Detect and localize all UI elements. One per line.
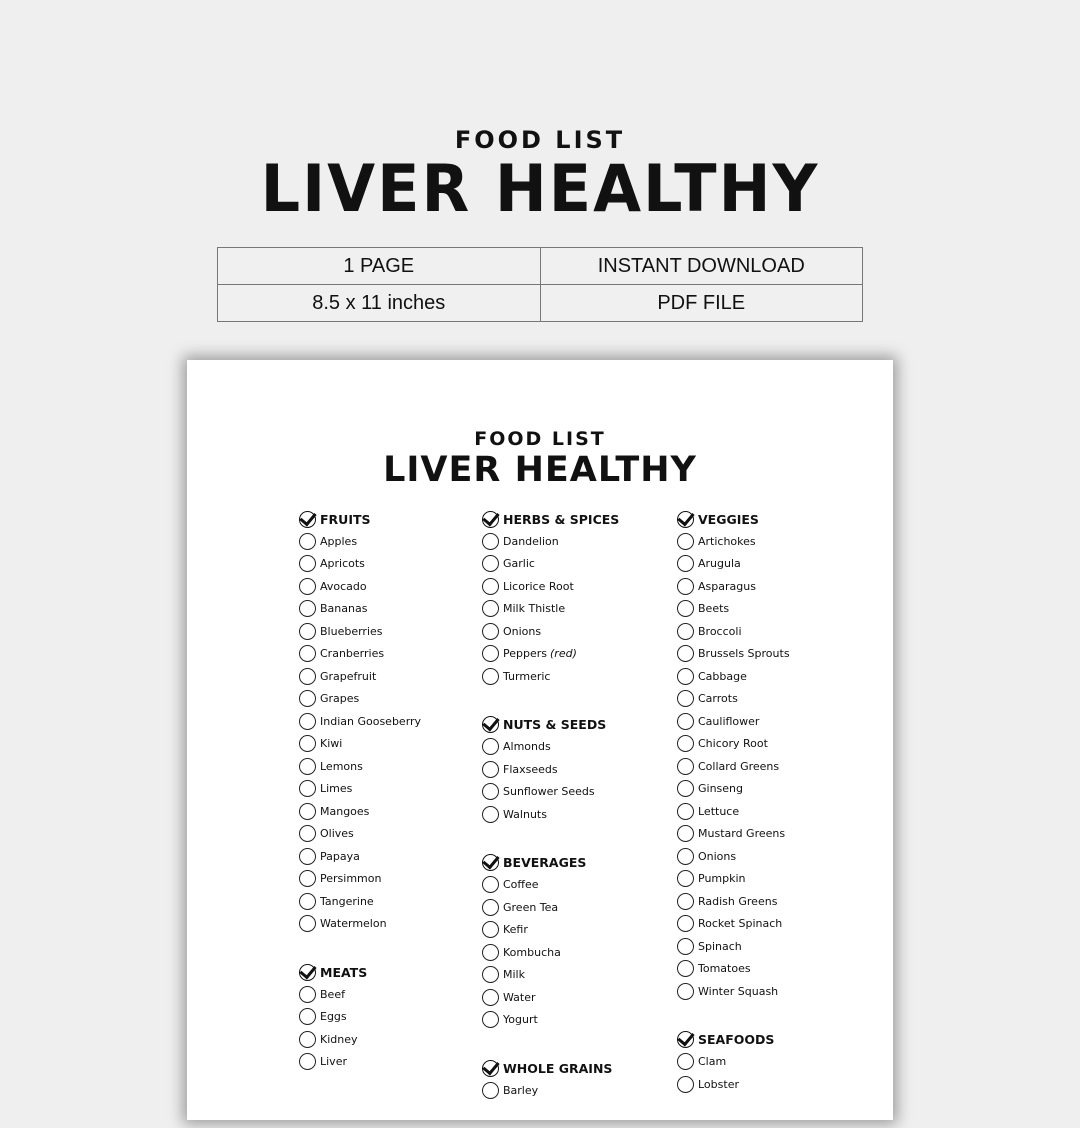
item-label: Walnuts	[503, 807, 547, 821]
item-label: Kiwi	[320, 737, 343, 751]
category-label: SEAFOODS	[698, 1032, 775, 1047]
list-item[interactable]	[482, 643, 682, 666]
item-label: Licorice Root	[503, 579, 574, 593]
list-item[interactable]	[677, 733, 877, 756]
checkbox-circle-icon[interactable]	[299, 735, 316, 752]
checkbox-circle-icon[interactable]	[482, 668, 499, 685]
checkbox-circle-icon[interactable]	[299, 1008, 316, 1025]
item-label: Cabbage	[698, 669, 747, 683]
checkbox-circle-icon[interactable]	[482, 761, 499, 778]
list-item[interactable]	[482, 803, 682, 826]
checkbox-circle-icon[interactable]	[299, 645, 316, 662]
item-label: Clam	[698, 1055, 727, 1069]
checkbox-circle-icon[interactable]	[677, 803, 694, 820]
sheet-subtitle: FOOD LIST	[474, 428, 606, 450]
category-label: WHOLE GRAINS	[503, 1060, 613, 1076]
category-heading	[299, 508, 499, 530]
item-label: Eggs	[320, 1010, 347, 1024]
list-item[interactable]	[677, 845, 877, 868]
checkbox-circle-icon[interactable]	[677, 1053, 694, 1070]
checkbox-circle-icon[interactable]	[677, 758, 694, 775]
checkbox-circle-icon[interactable]	[482, 783, 499, 800]
item-label: Cranberries	[320, 647, 385, 661]
list-item[interactable]	[299, 868, 499, 891]
sheet-title: LIVER HEALTHY	[383, 450, 697, 490]
list-item[interactable]	[677, 800, 877, 823]
checkbox-circle-icon[interactable]	[677, 1076, 694, 1093]
checkmark-icon	[482, 511, 499, 528]
list-item[interactable]	[482, 530, 682, 553]
info-format: PDF FILE	[540, 285, 863, 322]
item-label: Indian Gooseberry	[320, 714, 422, 728]
checkbox-circle-icon[interactable]	[482, 645, 499, 662]
item-label: Persimmon	[320, 872, 382, 886]
checkbox-circle-icon[interactable]	[482, 966, 499, 983]
list-item[interactable]	[677, 980, 877, 1003]
category-label: NUTS & SEEDS	[503, 717, 607, 732]
item-label: Radish Greens	[698, 894, 778, 908]
info-row	[218, 285, 863, 322]
list-item[interactable]	[482, 964, 682, 987]
item-label: Rocket Spinach	[698, 917, 783, 931]
item-label: Beets	[698, 602, 730, 616]
checkbox-circle-icon[interactable]	[677, 825, 694, 842]
list-item[interactable]	[677, 778, 877, 801]
checkbox-circle-icon[interactable]	[299, 915, 316, 932]
list-item[interactable]	[299, 620, 499, 643]
item-label: Arugula	[698, 557, 741, 571]
item-label: Blueberries	[320, 624, 383, 638]
item-label: Artichokes	[698, 534, 756, 548]
item-label: Kidney	[320, 1032, 358, 1046]
category-section	[299, 508, 499, 935]
checkbox-circle-icon[interactable]	[299, 1031, 316, 1048]
checkmark-icon	[482, 1060, 499, 1077]
item-label: Kefir	[503, 923, 528, 937]
list-item[interactable]	[299, 598, 499, 621]
checkbox-circle-icon[interactable]	[299, 780, 316, 797]
item-label: Brussels Sprouts	[698, 647, 790, 661]
checkbox-circle-icon[interactable]	[677, 938, 694, 955]
checkbox-circle-icon[interactable]	[482, 623, 499, 640]
column-1	[299, 508, 499, 1099]
info-pages: 1 PAGE	[218, 248, 541, 285]
item-label: Garlic	[503, 557, 535, 571]
info-row	[218, 248, 863, 285]
list-item[interactable]	[677, 598, 877, 621]
list-item[interactable]	[677, 890, 877, 913]
checkbox-circle-icon[interactable]	[299, 668, 316, 685]
item-label: Kombucha	[503, 945, 561, 959]
item-label: Lobster	[698, 1077, 739, 1091]
item-label: Broccoli	[698, 624, 742, 638]
item-label: Milk Thistle	[503, 602, 566, 616]
item-label: Bananas	[320, 602, 368, 616]
list-item[interactable]	[299, 665, 499, 688]
category-label: VEGGIES	[698, 511, 759, 527]
item-label: Olives	[320, 827, 354, 841]
category-label: MEATS	[320, 964, 368, 980]
list-item[interactable]	[482, 598, 682, 621]
header-subtitle: FOOD LIST	[454, 126, 626, 154]
item-label: Apples	[320, 534, 358, 548]
item-label: Yogurt	[503, 1013, 538, 1027]
checkbox-circle-icon[interactable]	[299, 893, 316, 910]
item-label: Collard Greens	[698, 759, 780, 773]
checkbox-circle-icon[interactable]	[482, 921, 499, 938]
list-item[interactable]	[482, 1009, 682, 1032]
checkbox-circle-icon[interactable]	[677, 915, 694, 932]
category-section	[482, 508, 682, 688]
category-section	[677, 1029, 877, 1096]
item-label: Ginseng	[698, 782, 744, 796]
item-label: Avocado	[320, 579, 367, 593]
category-heading	[482, 852, 682, 874]
checkbox-circle-icon[interactable]	[299, 690, 316, 707]
list-item[interactable]	[482, 575, 682, 598]
checkbox-circle-icon[interactable]	[299, 848, 316, 865]
list-item[interactable]	[482, 874, 682, 897]
list-item[interactable]	[677, 913, 877, 936]
item-label: Grapes	[320, 692, 360, 706]
list-item[interactable]	[677, 575, 877, 598]
checkbox-circle-icon[interactable]	[482, 1011, 499, 1028]
checkbox-circle-icon[interactable]	[677, 668, 694, 685]
checkbox-circle-icon[interactable]	[482, 600, 499, 617]
category-heading	[482, 714, 682, 736]
checkbox-circle-icon[interactable]	[299, 578, 316, 595]
item-label: Lettuce	[698, 804, 740, 818]
checkbox-circle-icon[interactable]	[677, 983, 694, 1000]
item-label: Pumpkin	[698, 872, 746, 886]
list-item[interactable]	[677, 755, 877, 778]
item-label: Green Tea	[503, 900, 559, 914]
category-section	[299, 961, 499, 1073]
item-label: Flaxseeds	[503, 762, 558, 776]
item-label: Coffee	[503, 878, 539, 892]
checkbox-circle-icon[interactable]	[299, 600, 316, 617]
checkbox-circle-icon[interactable]	[299, 825, 316, 842]
list-item[interactable]	[482, 553, 682, 576]
item-label: Limes	[320, 782, 353, 796]
category-section	[482, 714, 682, 826]
checkmark-icon	[299, 964, 316, 981]
checkbox-circle-icon[interactable]	[299, 986, 316, 1003]
item-label: Winter Squash	[698, 984, 779, 998]
list-item[interactable]	[299, 823, 499, 846]
info-size: 8.5 x 11 inches	[218, 285, 541, 322]
checkbox-circle-icon[interactable]	[677, 870, 694, 887]
checkbox-circle-icon[interactable]	[677, 713, 694, 730]
list-item[interactable]	[677, 620, 877, 643]
header-title: LIVER HEALTHY	[260, 150, 820, 227]
checkbox-circle-icon[interactable]	[677, 578, 694, 595]
list-item[interactable]	[677, 935, 877, 958]
item-note: (red)	[550, 647, 577, 661]
checkbox-circle-icon[interactable]	[299, 1053, 316, 1070]
category-section	[677, 508, 877, 1003]
item-label: Apricots	[320, 557, 365, 571]
checkbox-circle-icon[interactable]	[299, 623, 316, 640]
list-item[interactable]	[299, 755, 499, 778]
checkbox-circle-icon[interactable]	[677, 600, 694, 617]
checkbox-circle-icon[interactable]	[299, 533, 316, 550]
list-item[interactable]	[299, 890, 499, 913]
item-label: Papaya	[320, 849, 360, 863]
checkbox-circle-icon[interactable]	[677, 623, 694, 640]
checkmark-icon	[482, 854, 499, 871]
checkmark-icon	[677, 1031, 694, 1048]
item-label: Almonds	[503, 740, 551, 754]
list-item[interactable]	[299, 778, 499, 801]
item-label: Water	[503, 990, 536, 1004]
checkbox-circle-icon[interactable]	[299, 758, 316, 775]
list-item[interactable]	[482, 941, 682, 964]
list-item[interactable]	[299, 913, 499, 936]
checkbox-circle-icon[interactable]	[482, 989, 499, 1006]
checkbox-circle-icon[interactable]	[482, 944, 499, 961]
checkmark-icon	[482, 716, 499, 733]
list-item[interactable]	[482, 1079, 682, 1102]
list-item[interactable]	[677, 643, 877, 666]
checkbox-circle-icon[interactable]	[482, 899, 499, 916]
list-item[interactable]	[299, 845, 499, 868]
list-item[interactable]	[482, 986, 682, 1009]
checkbox-circle-icon[interactable]	[677, 960, 694, 977]
checkbox-circle-icon[interactable]	[482, 876, 499, 893]
item-label: Beef	[320, 987, 345, 1001]
item-label: Spinach	[698, 939, 742, 953]
checkmark-icon	[677, 511, 694, 528]
checkbox-circle-icon[interactable]	[677, 780, 694, 797]
list-item[interactable]	[677, 1073, 877, 1096]
category-heading	[482, 508, 682, 530]
category-heading	[482, 1057, 682, 1079]
category-heading	[677, 1029, 877, 1051]
checkbox-circle-icon[interactable]	[677, 555, 694, 572]
checkbox-circle-icon[interactable]	[677, 893, 694, 910]
document-preview	[187, 360, 893, 1120]
item-label: Peppers	[503, 647, 547, 661]
item-label: Mustard Greens	[698, 827, 786, 841]
item-label: Barley	[503, 1083, 539, 1097]
list-item[interactable]	[299, 643, 499, 666]
checkbox-circle-icon[interactable]	[299, 713, 316, 730]
category-label: HERBS & SPICES	[503, 511, 620, 527]
item-label: Watermelon	[320, 917, 387, 931]
list-item[interactable]	[299, 710, 499, 733]
category-section	[482, 1057, 682, 1102]
list-item[interactable]	[299, 800, 499, 823]
list-item[interactable]	[482, 919, 682, 942]
item-label: Cauliflower	[698, 714, 760, 728]
item-label: Onions	[698, 849, 737, 863]
list-item[interactable]	[677, 530, 877, 553]
list-item[interactable]	[677, 710, 877, 733]
item-label: Chicory Root	[698, 737, 768, 751]
list-item[interactable]	[482, 620, 682, 643]
item-label: Grapefruit	[320, 669, 377, 683]
item-label: Liver	[320, 1055, 347, 1069]
item-label: Carrots	[698, 692, 738, 706]
info-download: INSTANT DOWNLOAD	[540, 248, 863, 285]
item-label: Mangoes	[320, 804, 370, 818]
list-item[interactable]	[482, 896, 682, 919]
list-item[interactable]	[677, 823, 877, 846]
list-item[interactable]	[299, 983, 499, 1006]
list-item[interactable]	[482, 736, 682, 759]
item-label: Turmeric	[503, 669, 551, 683]
checkbox-circle-icon[interactable]	[677, 848, 694, 865]
info-table	[217, 247, 863, 322]
list-item[interactable]	[482, 665, 682, 688]
list-item[interactable]	[299, 688, 499, 711]
item-label: Lemons	[320, 759, 363, 773]
checkbox-circle-icon[interactable]	[482, 806, 499, 823]
list-item[interactable]	[299, 733, 499, 756]
item-label: Tomatoes	[698, 962, 751, 976]
list-item[interactable]	[299, 1028, 499, 1051]
list-item[interactable]	[299, 575, 499, 598]
checkbox-circle-icon[interactable]	[299, 803, 316, 820]
list-item[interactable]	[299, 530, 499, 553]
checkbox-circle-icon[interactable]	[482, 555, 499, 572]
list-item[interactable]	[677, 688, 877, 711]
checkbox-circle-icon[interactable]	[482, 738, 499, 755]
item-label: Dandelion	[503, 534, 559, 548]
column-3	[677, 508, 877, 1122]
checkbox-circle-icon[interactable]	[482, 1082, 499, 1099]
checkbox-circle-icon[interactable]	[677, 533, 694, 550]
checkmark-icon	[299, 511, 316, 528]
checkbox-circle-icon[interactable]	[677, 645, 694, 662]
list-item[interactable]	[677, 553, 877, 576]
list-item[interactable]	[299, 1006, 499, 1029]
checkbox-circle-icon[interactable]	[677, 735, 694, 752]
category-heading	[677, 508, 877, 530]
category-heading	[299, 961, 499, 983]
list-item[interactable]	[677, 868, 877, 891]
list-item[interactable]	[299, 1051, 499, 1074]
item-label: Onions	[503, 624, 542, 638]
list-item[interactable]	[677, 665, 877, 688]
category-section	[482, 852, 682, 1032]
item-label: Asparagus	[698, 579, 756, 593]
list-item[interactable]	[482, 781, 682, 804]
checkbox-circle-icon[interactable]	[482, 578, 499, 595]
list-item[interactable]	[482, 758, 682, 781]
checkbox-circle-icon[interactable]	[677, 690, 694, 707]
column-2	[482, 508, 682, 1128]
item-label: Milk	[503, 968, 525, 982]
checkbox-circle-icon[interactable]	[482, 533, 499, 550]
list-item[interactable]	[299, 553, 499, 576]
category-label: FRUITS	[320, 511, 371, 527]
checkbox-circle-icon[interactable]	[299, 870, 316, 887]
list-item[interactable]	[677, 1051, 877, 1074]
checkbox-circle-icon[interactable]	[299, 555, 316, 572]
category-label: BEVERAGES	[503, 855, 587, 870]
list-item[interactable]	[677, 958, 877, 981]
item-label: Tangerine	[320, 894, 374, 908]
item-label: Sunflower Seeds	[503, 785, 595, 799]
